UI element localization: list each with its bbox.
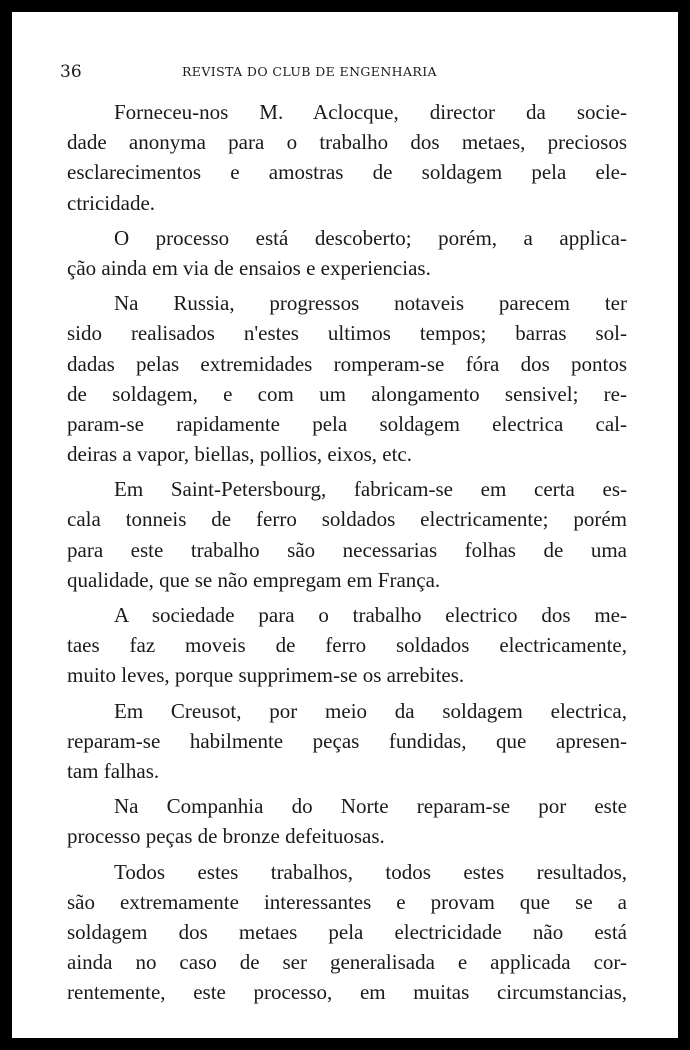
text-line: Na Companhia do Norte reparam-se por este [114,794,627,819]
paragraph [67,223,627,283]
text-line: cala tonneis de ferro soldados electricamente; porém [67,507,627,532]
text-line: processo peças de bronze defeituosas. [67,824,385,849]
text-line: de soldagem, e com um alongamento sensivel; re- [67,381,627,406]
text-line: para este trabalho são necessarias folhas de uma [67,537,627,562]
text-line: dadas pelas extremidades romperam-se fóra dos pontos [67,351,627,376]
paragraph [67,474,627,595]
text-line: param-se rapidamente pela soldagem electrica cal- [67,411,627,436]
text-line: taes faz moveis de ferro soldados electricamente, [67,633,627,658]
paragraph [67,97,627,218]
text-line: ção ainda em via de ensaios e experiencias. [67,255,431,280]
text-line: rentemente, este processo, em muitas circumstancias, [67,980,627,1005]
paragraph [67,857,627,1008]
text-line: Em Saint-Petersbourg, fabricam-se em certa es- [114,477,627,502]
text-line: reparam-se habilmente peças fundidas, que apresen- [67,728,627,753]
text-line: sido realisados n'estes ultimos tempos; barras sol- [67,321,627,346]
text-line: muito leves, porque supprimem-se os arrebites. [67,663,465,688]
book-page [12,12,678,1038]
body-text [67,97,627,1007]
text-line: ainda no caso de ser generalisada e applicada cor- [67,950,627,975]
text-line: Todos estes trabalhos, todos estes resultados, [114,859,627,884]
text-line: são extremamente interessantes e provam que se a [67,889,627,914]
text-line: Na Russia, progressos notaveis parecem ter [114,291,627,316]
paragraph [67,791,627,851]
text-line: Em Creusot, por meio da soldagem electrica, [114,698,627,723]
paragraph [67,696,627,787]
text-line: qualidade, que se não empregam em França. [67,567,441,592]
text-line: ctricidade. [67,190,156,215]
text-line: tam falhas. [67,758,160,783]
paragraph [67,600,627,691]
text-line: deiras a vapor, biellas, pollios, eixos, etc. [67,442,412,467]
text-line: O processo está descoberto; porém, a applica- [114,225,627,250]
text-line: esclarecimentos e amostras de soldagem pela ele- [67,160,627,185]
paragraph [67,288,627,469]
page-header [12,60,678,84]
page-number: 36 [60,62,82,82]
running-head: REVISTA DO CLUB DE ENGENHARIA [182,64,437,79]
text-line: Forneceu-nos M. Aclocque, director da socie- [114,100,627,124]
text-line: dade anonyma para o trabalho dos metaes, preciosos [67,130,627,155]
text-line: soldagem dos metaes pela electricidade não está [67,919,627,944]
text-line: A sociedade para o trabalho electrico dos me- [114,603,627,627]
